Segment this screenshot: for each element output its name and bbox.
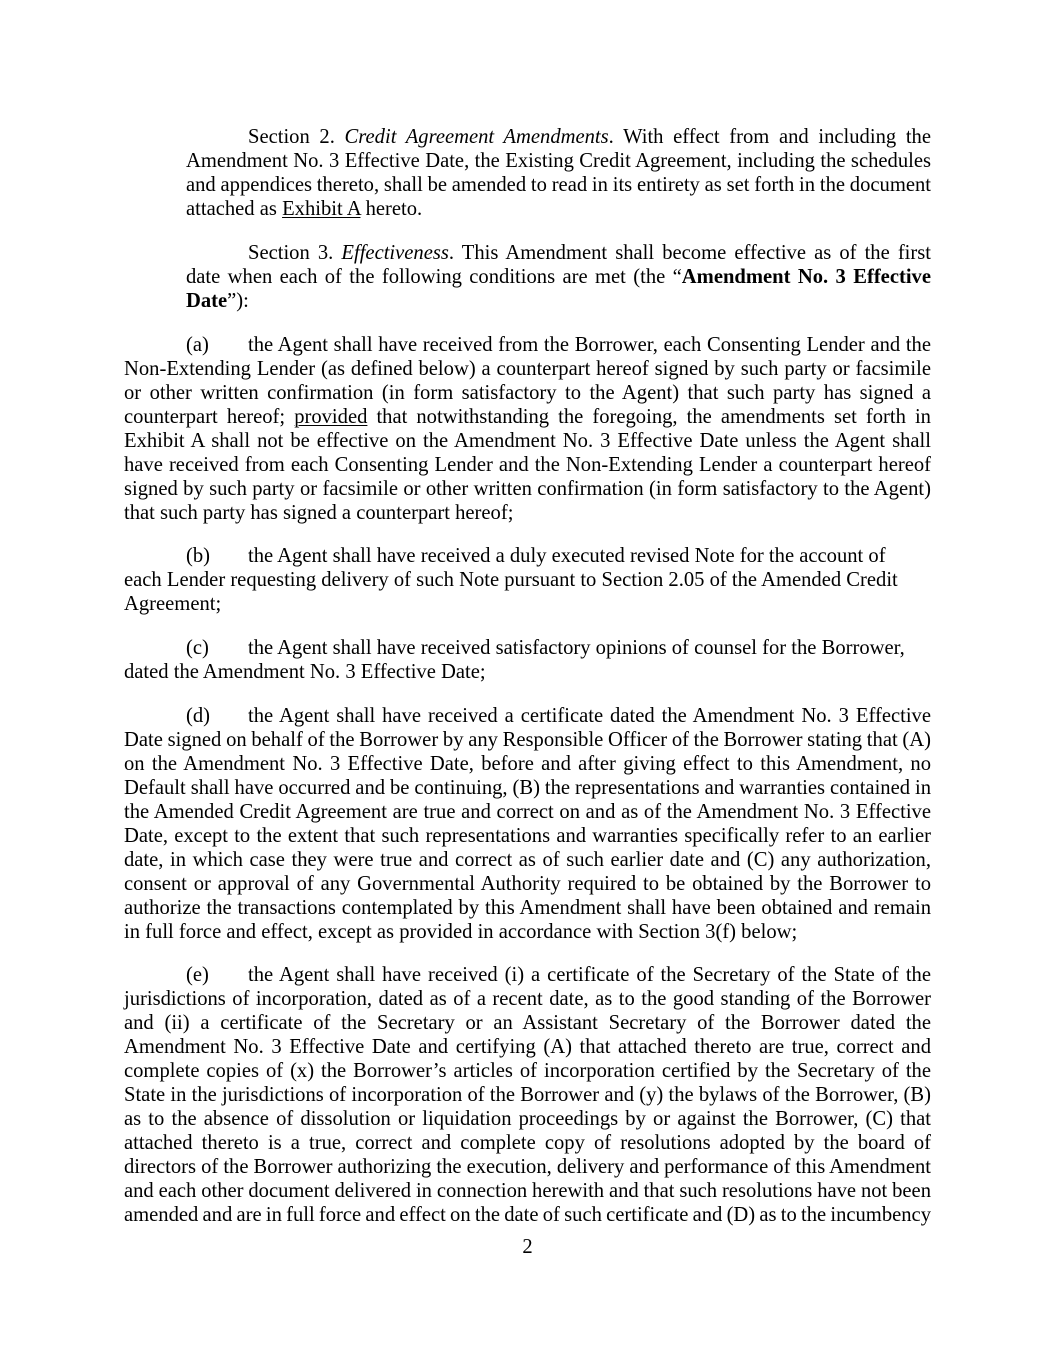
clause-a-line-3: or other written confirmation (in form satisfactory to the Agent) that such party has signed a [124,382,931,404]
clause-a-line-4-end: that notwithstanding the foregoing, the amendments set forth in [367,406,931,428]
clause-a-line-2: Non-Extending Lender (as defined below) a counterpart hereof signed by such party or facsimile [124,358,931,380]
section-2-line-1-text: . With effect from and including the [608,126,931,148]
page-number: 2 [522,1236,533,1258]
clause-a-paragraph [124,333,931,525]
clause-e-line-1 [186,963,931,987]
clause-c-line-2: dated the Amendment No. 3 Effective Date; [124,661,486,683]
section-3-number: Section 3. [248,242,342,264]
defined-term-part-2: Date [186,290,228,312]
section-2-line-1 [248,125,931,149]
clause-e-line-1-text: the Agent shall have received (i) a certificate of the Secretary of the State of the [248,964,931,986]
clause-b-label: (b) [186,545,211,567]
clause-d-line-4: Default shall have occurred and be continuing, (B) the representations and warranties contained in [124,777,931,799]
section-2-line-3: and appendices thereto, shall be amended to read in its entirety as set forth in the document [186,174,931,196]
clause-a-line-4-text: counterpart hereof; [124,406,295,428]
section-3-line-3-end: ”): [227,290,249,312]
clause-c-line-1-text: the Agent shall have received satisfactory opinions of counsel for the Borrower, [248,637,905,659]
clause-b-line-2: each Lender requesting delivery of such Note pursuant to Section 2.05 of the Amended Credit [124,569,898,591]
clause-d-line-1 [186,704,931,728]
section-2-line-2: Amendment No. 3 Effective Date, the Existing Credit Agreement, including the schedules [186,150,931,172]
defined-term-part-1: Amendment No. 3 Effective [681,266,931,288]
clause-d-line-5: the Amended Credit Agreement are true and correct on and as of the Amendment No. 3 Effective [124,801,931,823]
clause-d-line-8: consent or approval of any Governmental Authority required to be obtained by the Borrower to [124,873,931,895]
clause-c-paragraph [124,636,931,684]
section-3-paragraph [186,241,931,313]
clause-a-line-1 [186,333,931,357]
clause-d-line-10: in full force and effect, except as provided in accordance with Section 3(f) below; [124,921,798,943]
clause-a-line-5: Exhibit A shall not be effective on the Amendment No. 3 Effective Date unless the Agent shall [124,430,931,452]
clause-b-paragraph [124,544,931,616]
clause-d-line-3: on the Amendment No. 3 Effective Date, before and after giving effect to this Amendment, no [124,753,931,775]
clause-e-label: (e) [186,964,209,986]
section-3-line-1 [248,241,931,265]
clause-b-line-3: Agreement; [124,593,222,615]
clause-d-line-2: Date signed on behalf of the Borrower by any Responsible Officer of the Borrower stating that (A) [124,729,931,751]
clause-d-paragraph [124,704,931,944]
clause-e-line-10: and each other document delivered in connection herewith and that such resolutions have not been [124,1180,931,1202]
clause-e-paragraph [124,963,931,1227]
section-2-line-4 [186,197,931,221]
provided-term: provided [294,406,368,428]
clause-b-line-1-text: the Agent shall have received a duly executed revised Note for the account of [248,545,886,567]
clause-e-line-8: attached thereto is a true, correct and complete copy of resolutions adopted by the board of [124,1132,931,1154]
clause-d-line-6: Date, except to the extent that such representations and warranties specifically refer to an earlier [124,825,931,847]
section-3-line-1-text: . This Amendment shall become effective as of the first [448,242,932,264]
section-3-line-2 [186,265,931,289]
clause-a-label: (a) [186,334,209,356]
clause-e-line-9: directors of the Borrower authorizing the execution, delivery and performance of this Amendment [124,1156,931,1178]
section-2-paragraph [186,125,931,221]
clause-e-line-4: Amendment No. 3 Effective Date and certifying (A) that attached thereto are true, correct and [124,1036,931,1058]
section-3-line-3 [186,289,931,313]
clause-a-line-8: that such party has signed a counterpart hereof; [124,502,514,524]
clause-a-line-6: have received from each Consenting Lender and the Non-Extending Lender a counterpart hereof [124,454,931,476]
exhibit-a-reference: Exhibit A [282,198,361,220]
clause-d-line-9: authorize the transactions contemplated by this Amendment shall have been obtained and remain [124,897,931,919]
clause-e-line-6: State in the jurisdictions of incorporation of the Borrower and (y) the bylaws of the Borrower, (B) [124,1084,931,1106]
clause-c-label: (c) [186,637,209,659]
clause-d-line-1-text: the Agent shall have received a certificate dated the Amendment No. 3 Effective [248,705,931,727]
clause-e-line-11: amended and are in full force and effect on the date of such certificate and (D) as to the incumbency [124,1204,931,1226]
clause-a-line-7: signed by such party or facsimile or other written confirmation (in form satisfactory to the Agent) [124,478,931,500]
clause-e-line-7: as to the absence of dissolution or liquidation proceedings by or against the Borrower, (C) that [124,1108,931,1130]
section-2-title: Credit Agreement Amendments [344,126,609,148]
clause-b-line-1 [186,544,931,568]
clause-d-label: (d) [186,705,211,727]
clause-a-line-4 [124,405,931,429]
section-2-line-4-end: hereto. [360,198,423,220]
clause-c-line-1 [186,636,931,660]
clause-e-line-3: and (ii) a certificate of the Secretary or an Assistant Secretary of the Borrower dated the [124,1012,931,1034]
section-3-line-2-text: date when each of the following conditions are met (the “ [186,266,682,288]
section-3-title: Effectiveness [341,242,449,264]
clause-e-line-2: jurisdictions of incorporation, dated as of a recent date, as to the good standing of the Borrower [124,988,931,1010]
section-2-number: Section 2. [248,126,345,148]
clause-d-line-7: date, in which case they were true and correct as of such earlier date and (C) any authorization, [124,849,931,871]
section-2-line-4-text: attached as [186,198,283,220]
clause-a-line-1-text: the Agent shall have received from the Borrower, each Consenting Lender and the [248,334,931,356]
clause-e-line-5: complete copies of (x) the Borrower’s articles of incorporation certified by the Secretary of the [124,1060,931,1082]
